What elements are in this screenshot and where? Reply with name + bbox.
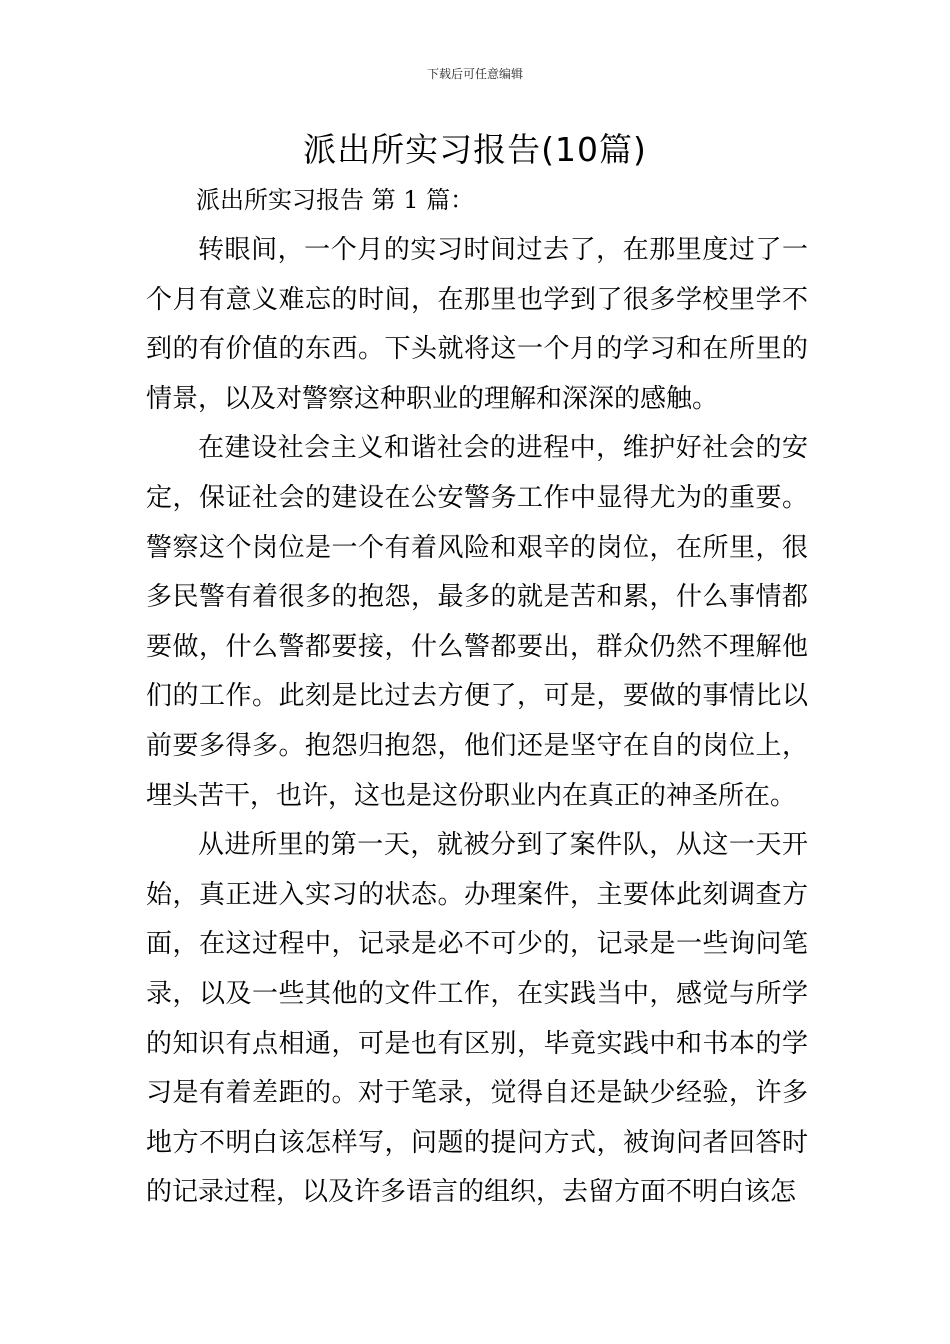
document-title: 派出所实习报告(10篇) [303,130,647,169]
paragraph-3: 从进所里的第一天，就被分到了案件队，从这一天开始，真正进入实习的状态。办理案件，主要体此刻调查方面，在这过程中，记录是必不可少的，记录是一些询问笔录，以及一些其他的文件工作，在实践当中，感觉与所学的知识有点相通，可是也有区别，毕竟实践中和书本的学习是有着差距的。对于笔录，觉得自还是缺少经验，许多地方不明白该怎样写，问题的提问方式，被询问者回答时的记录过程，以及许多语言的组织，去留方面不明白该怎 [146,830,808,1208]
body-text [146,226,808,1218]
header-note: 下载后可任意编辑 [426,67,523,81]
section-heading: 派出所实习报告 第 1 篇： [196,186,475,214]
paragraph-1: 转眼间，一个月的实习时间过去了，在那里度过了一个月有意义难忘的时间，在那里也学到了很多学校里学不到的有价值的东西。下头就将这一个月的学习和在所里的情景，以及对警察这种职业的理解和深深的感触。 [146,235,808,414]
paragraph-2: 在建设社会主义和谐社会的进程中，维护好社会的安定，保证社会的建设在公安警务工作中显得尤为的重要。警察这个岗位是一个有着风险和艰辛的岗位，在所里，很多民警有着很多的抱怨，最多的就是苦和累，什么事情都要做，什么警都要接，什么警都要出，群众仍然不理解他们的工作。此刻是比过去方便了，可是，要做的事情比以前要多得多。抱怨归抱怨，他们还是坚守在自的岗位上，埋头苦干，也许，这也是这份职业内在真正的神圣所在。 [146,433,808,811]
